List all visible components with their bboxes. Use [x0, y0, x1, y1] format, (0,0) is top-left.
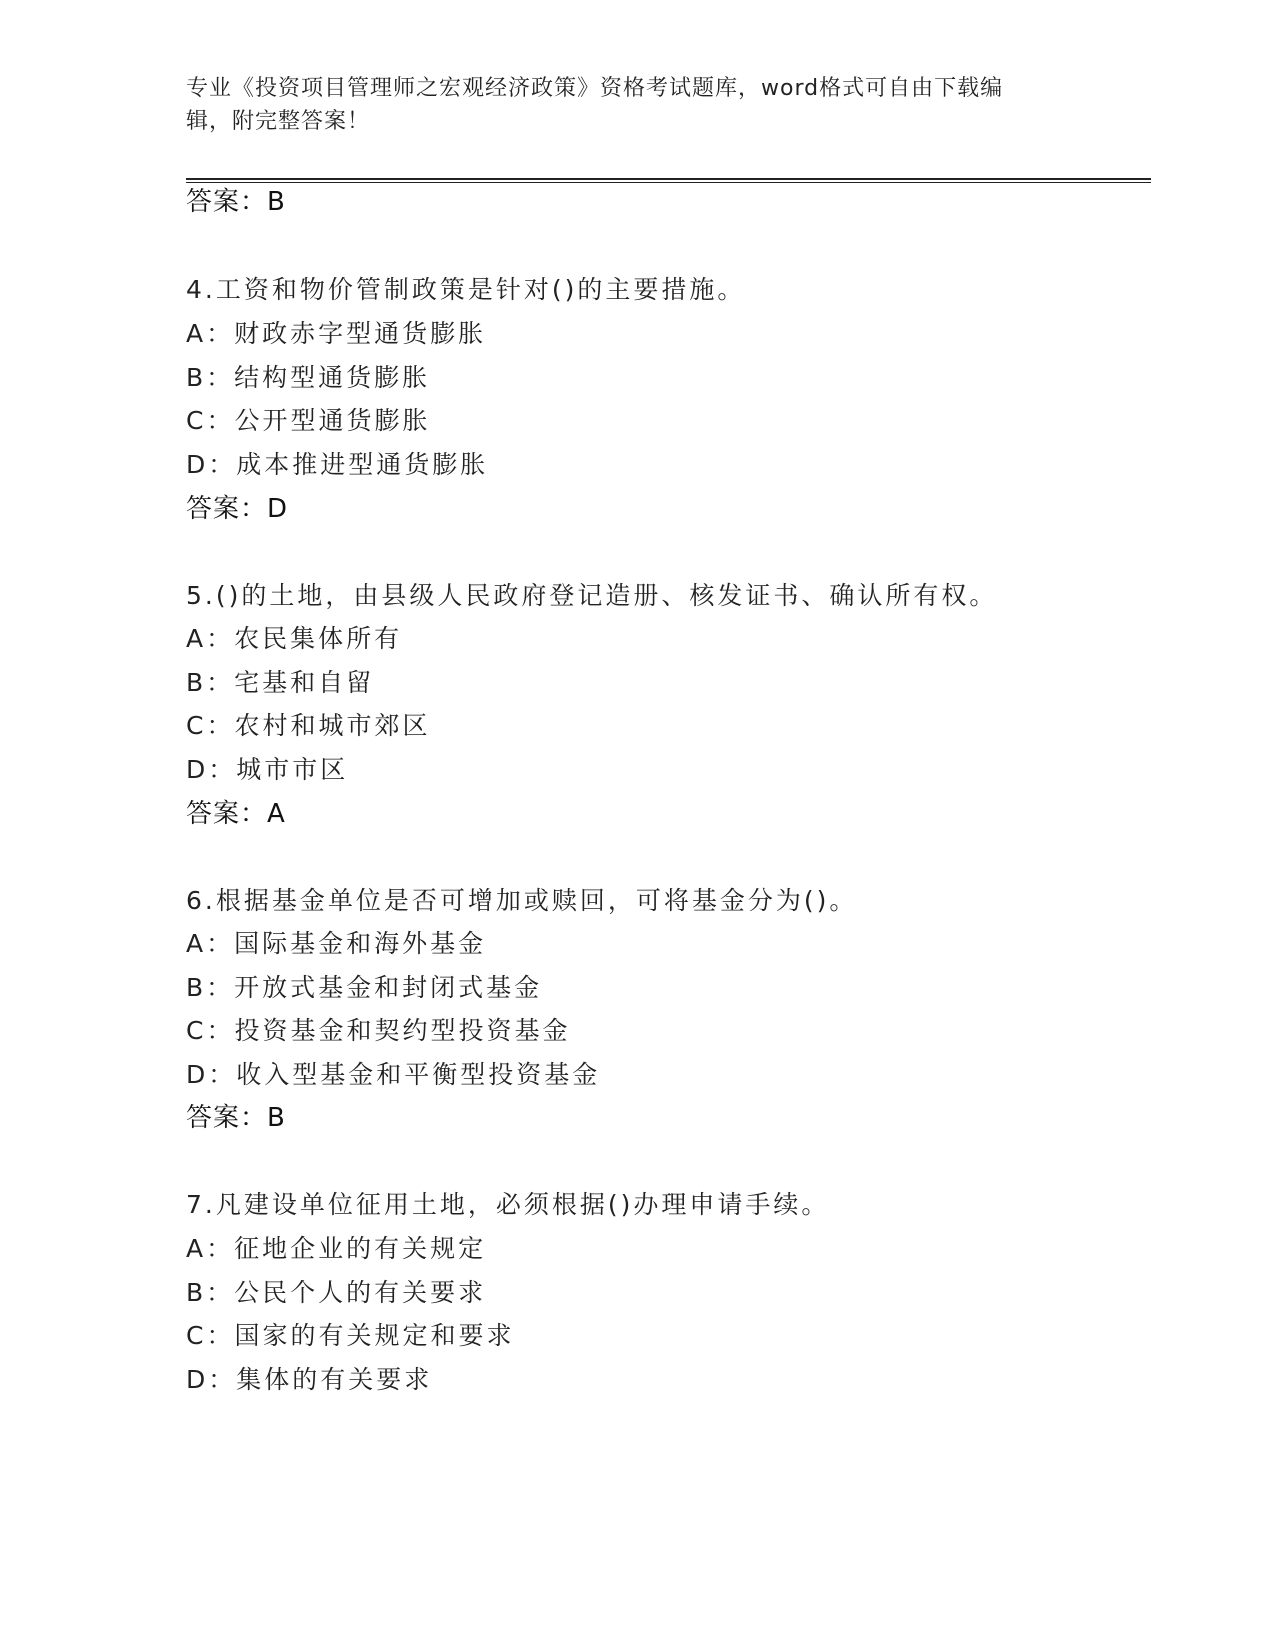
previous-answer: 答案：B — [186, 187, 286, 217]
question-4-stem: 4.工资和物价管制政策是针对()的主要措施。 — [186, 275, 746, 304]
question-4-option-a: A：财政赤字型通货膨胀 — [186, 319, 487, 348]
question-5-option-d: D：城市市区 — [186, 755, 349, 784]
question-7-option-d: D：集体的有关要求 — [186, 1365, 433, 1394]
question-6-answer: 答案：B — [186, 1103, 286, 1133]
header-line-1: 专业《投资项目管理师之宏观经济政策》资格考试题库，word格式可自由下载编 — [186, 76, 1004, 101]
header-line-2: 辑，附完整答案！ — [186, 109, 371, 134]
question-6-option-a: A：国际基金和海外基金 — [186, 929, 487, 958]
document-header — [186, 72, 1086, 138]
question-7-stem: 7.凡建设单位征用土地，必须根据()办理申请手续。 — [186, 1190, 830, 1219]
question-7-option-b: B：公民个人的有关要求 — [186, 1278, 487, 1307]
header-divider-thin — [186, 182, 1151, 183]
question-5-stem: 5.()的土地，由县级人民政府登记造册、核发证书、确认所有权。 — [186, 581, 998, 610]
question-5-option-a: A：农民集体所有 — [186, 624, 403, 653]
question-4-option-c: C：公开型通货膨胀 — [186, 406, 431, 435]
question-6-stem: 6.根据基金单位是否可增加或赎回，可将基金分为()。 — [186, 886, 858, 915]
question-6-option-b: B：开放式基金和封闭式基金 — [186, 973, 543, 1002]
question-4-answer: 答案：D — [186, 494, 289, 524]
question-7-option-a: A：征地企业的有关规定 — [186, 1234, 487, 1263]
question-4-option-b: B：结构型通货膨胀 — [186, 363, 431, 392]
header-divider — [186, 178, 1151, 180]
question-7-option-c: C：国家的有关规定和要求 — [186, 1321, 515, 1350]
question-6-option-d: D：收入型基金和平衡型投资基金 — [186, 1060, 601, 1089]
question-5-option-c: C：农村和城市郊区 — [186, 711, 431, 740]
question-6-option-c: C：投资基金和契约型投资基金 — [186, 1016, 571, 1045]
question-5-option-b: B：宅基和自留 — [186, 668, 375, 697]
question-5-answer: 答案：A — [186, 799, 286, 829]
question-4-option-d: D：成本推进型通货膨胀 — [186, 450, 489, 479]
